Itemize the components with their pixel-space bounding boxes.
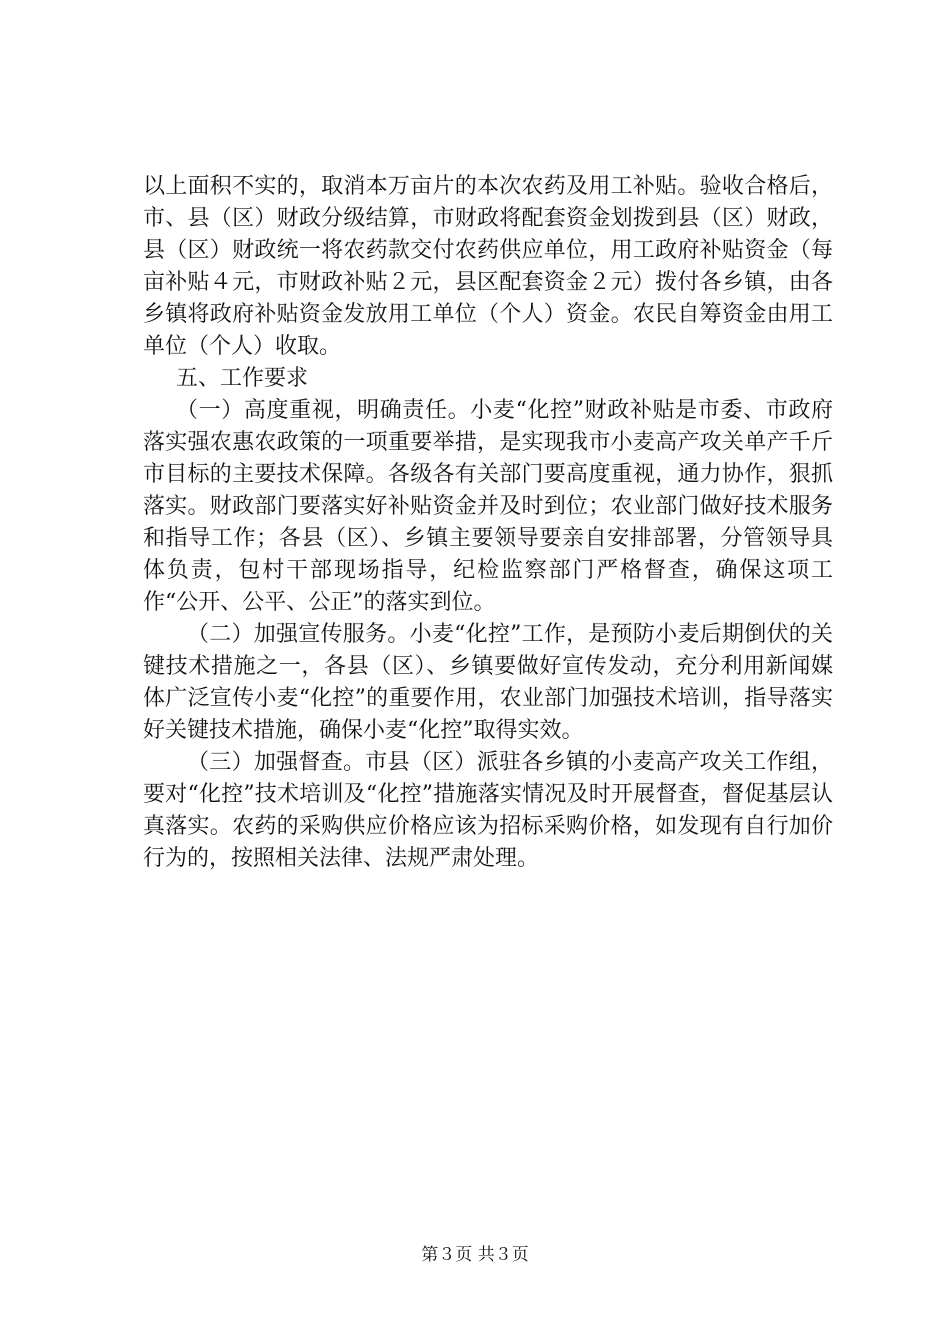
document-body: [143, 171, 833, 875]
page-number-indicator: 第３页 共３页: [421, 1245, 529, 1265]
section-heading-work-requirements: 五、工作要求: [176, 366, 309, 391]
paragraph-subsidy-settlement: 以上面积不实的，取消本万亩片的本次农药及用工补贴。验收合格后，市、县（区）财政分级结算，市财政将配套资金划拨到县（区）财政，县（区）财政统一将农药款交付农药供应单位，用工政府补贴资金（每亩补贴４元，市财政补贴２元，县区配套资金２元）拨付各乡镇，由各乡镇将政府补贴资金发放用工单位（个人）资金。农民自筹资金由用工单位（个人）收取。: [143, 174, 833, 359]
paragraph-requirement-2: （二）加强宣传服务。小麦“化控”工作，是预防小麦后期倒伏的关键技术措施之一，各县（区）、乡镇要做好宣传发动，充分利用新闻媒体广泛宣传小麦“化控”的重要作用，农业部门加强技术培训，指导落实好关键技术措施，确保小麦“化控”取得实效。: [143, 622, 833, 743]
paragraph-requirement-3: （三）加强督查。市县（区）派驻各乡镇的小麦高产攻关工作组，要对“化控”技术培训及“化控”措施落实情况及时开展督查，督促基层认真落实。农药的采购供应价格应该为招标采购价格，如发现有自行加价行为的，按照相关法律、法规严肃处理。: [143, 750, 833, 871]
page-footer: [0, 1244, 950, 1266]
paragraph-requirement-1: （一）高度重视，明确责任。小麦“化控”财政补贴是市委、市政府落实强农惠农政策的一项重要举措，是实现我市小麦高产攻关单产千斤市目标的主要技术保障。各级各有关部门要高度重视，通力协作，狠抓落实。财政部门要落实好补贴资金并及时到位；农业部门做好技术服务和指导工作；各县（区）、乡镇主要领导要亲自安排部署，分管领导具体负责，包村干部现场指导，纪检监察部门严格督查，确保这项工作“公开、公平、公正”的落实到位。: [143, 398, 833, 615]
